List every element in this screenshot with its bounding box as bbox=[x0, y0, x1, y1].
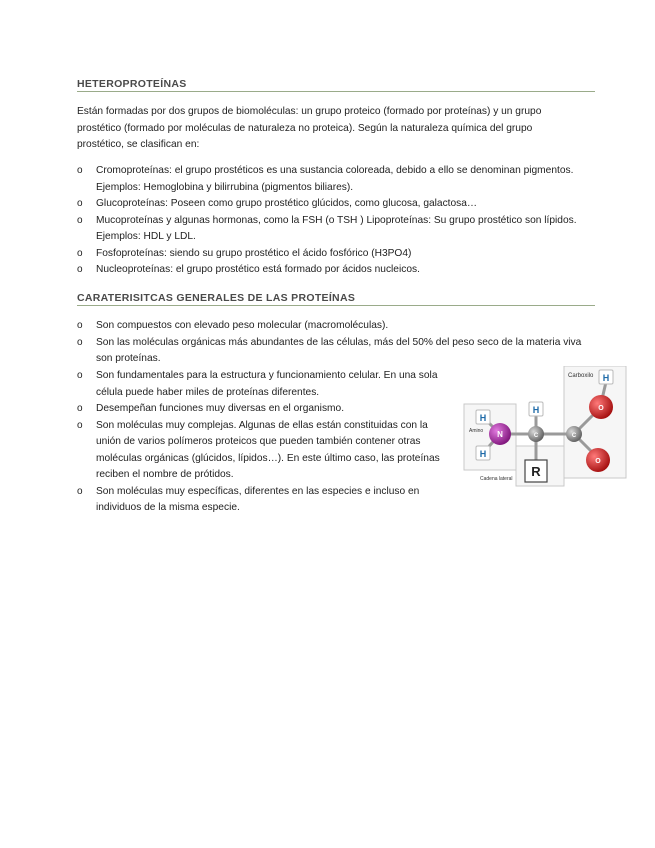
bullet-marker: o bbox=[77, 247, 83, 259]
bullet-marker: o bbox=[77, 485, 83, 497]
list-item: o Cromoproteínas: el grupo prostéticos es una sustancia coloreada, debido a ello se denominan pigmentos. Ejemplos: Hemoglobina y bilirrubina (pigmentos biliares). bbox=[77, 165, 574, 193]
list-item: o Son compuestos con elevado peso molecular (macromoléculas). bbox=[77, 318, 582, 335]
oxygen-atom-1 bbox=[589, 395, 613, 419]
svg-text:H: H bbox=[479, 449, 487, 459]
hydrogen-atom-alpha bbox=[529, 402, 543, 416]
list-item: o Fosfoproteínas: siendo su grupo prostético el ácido fosfórico (H3PO4) bbox=[77, 246, 582, 263]
svg-text:H: H bbox=[602, 373, 610, 383]
bullet-marker: o bbox=[77, 198, 83, 209]
bullet-marker: o bbox=[77, 264, 83, 275]
hydrogen-atom-1 bbox=[476, 410, 490, 424]
hydrogen-atom-carboxyl bbox=[599, 370, 613, 384]
svg-text:N: N bbox=[497, 430, 503, 439]
list-item: o Son fundamentales para la estructura y funcionamiento celular. En una sola célula puede haber miles de proteínas diferentes. bbox=[77, 370, 438, 398]
heteroproteins-list bbox=[77, 163, 582, 279]
bullet-marker: o bbox=[77, 320, 83, 331]
amino-acid-diagram bbox=[460, 366, 630, 488]
bullet-marker: o bbox=[77, 403, 83, 414]
svg-text:H: H bbox=[532, 405, 540, 415]
heading-heteroproteinas: HETEROPROTEÍNAS bbox=[77, 78, 595, 92]
list-item: o Son moléculas muy complejas. Algunas de ellas están constituidas con la unión de varios polímeros proteicos que pueden también contener otras moléculas orgánicas (glúcidos, lípidos…). En este último caso, las proteínas reciben el nombre de prótidos. bbox=[77, 419, 440, 480]
svg-text:O: O bbox=[598, 405, 604, 412]
list-item: o Mucoproteínas y algunas hormonas, como la FSH (o TSH ) Lipoproteínas: Su grupo prostético son lípidos. Ejemplos: HDL y LDL. bbox=[77, 214, 577, 242]
bullet-marker: o bbox=[77, 370, 83, 381]
r-group-box bbox=[525, 460, 547, 482]
svg-text:R: R bbox=[531, 464, 541, 479]
carbon-atom-carboxyl bbox=[566, 426, 582, 442]
list-item: o Son las moléculas orgánicas más abundantes de las células, más del 50% del peso seco de la materia viva son proteínas. bbox=[77, 336, 582, 364]
characteristics-list-wide bbox=[77, 318, 582, 368]
bullet-marker: o bbox=[77, 419, 83, 431]
heading-caracteristicas: CARATERISITCAS GENERALES DE LAS PROTEÍNAS bbox=[77, 292, 595, 306]
characteristics-list-narrow bbox=[77, 368, 449, 517]
bullet-marker: o bbox=[77, 165, 83, 176]
svg-text:C: C bbox=[571, 433, 577, 439]
svg-text:O: O bbox=[595, 458, 601, 465]
label-cadena-lateral: Cadena lateral bbox=[480, 476, 513, 482]
hydrogen-atom-2 bbox=[476, 446, 490, 460]
intro-paragraph: Están formadas por dos grupos de biomoléculas: un grupo proteico (formado por proteínas) y un grupo prostético (formado por moléculas de naturaleza no proteica). Según la naturaleza química del grupo prostético, se clasifican en: bbox=[77, 106, 542, 150]
list-item: o Nucleoproteínas: el grupo prostético está formado por ácidos nucleicos. bbox=[77, 262, 582, 279]
list-item: o Son moléculas muy específicas, diferentes en las especies e incluso en individuos de la misma especie. bbox=[77, 485, 420, 513]
label-amino: Amino bbox=[469, 428, 484, 434]
nitrogen-atom bbox=[489, 423, 511, 445]
svg-text:H: H bbox=[479, 413, 487, 423]
list-item: o Glucoproteínas: Poseen como grupo prostético glúcidos, como glucosa, galactosa… bbox=[77, 196, 582, 213]
bullet-marker: o bbox=[77, 336, 83, 348]
label-carboxilo: Carboxilo bbox=[568, 373, 594, 379]
oxygen-atom-2 bbox=[586, 448, 610, 472]
bullet-marker: o bbox=[77, 214, 83, 226]
carbon-atom-alpha bbox=[528, 426, 544, 442]
list-item: o Desempeñan funciones muy diversas en el organismo. bbox=[77, 401, 449, 418]
svg-text:C: C bbox=[533, 433, 539, 439]
